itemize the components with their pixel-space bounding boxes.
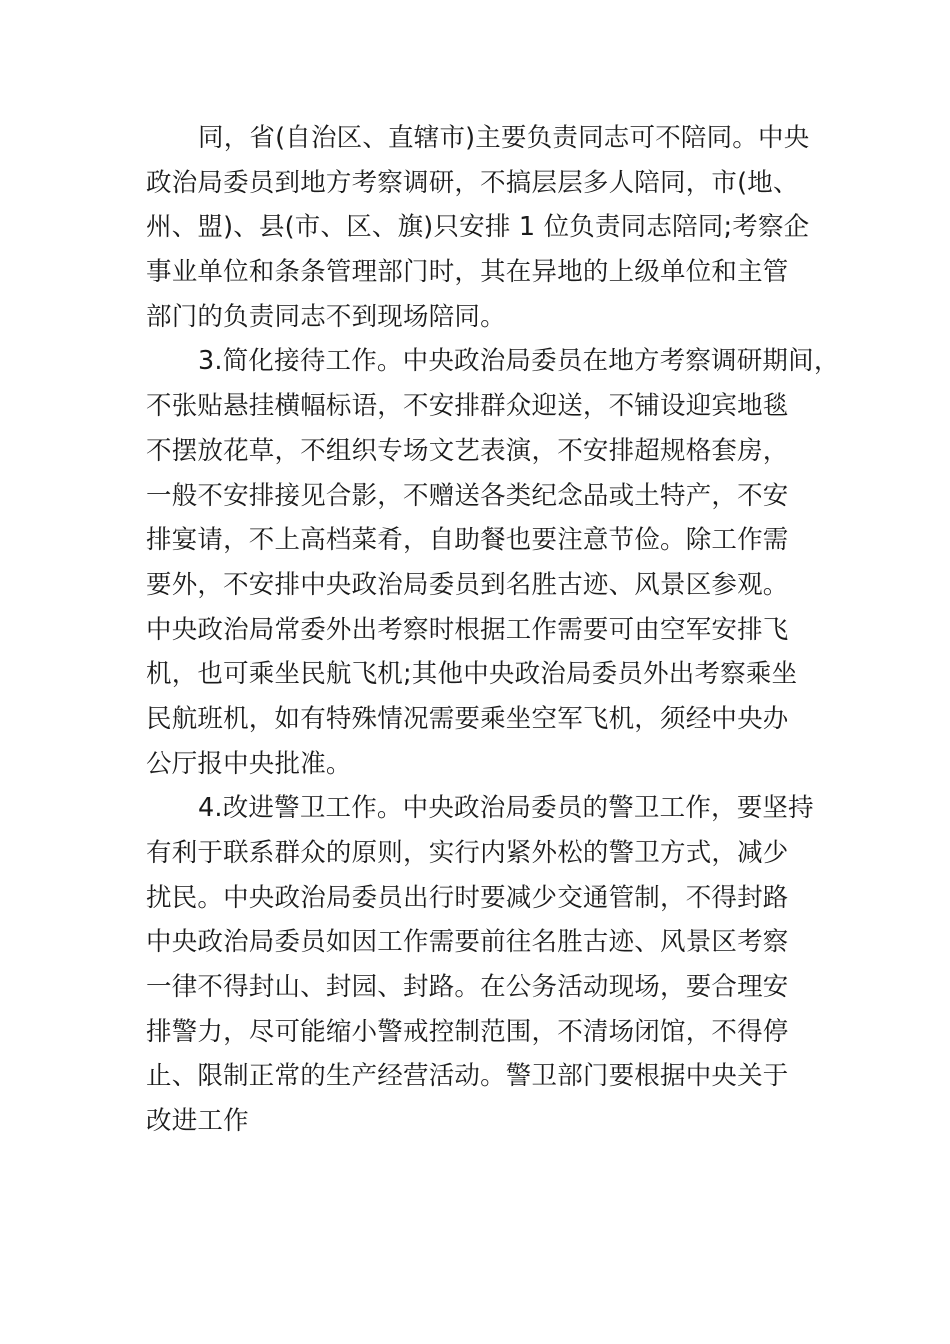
text-line: 排警力，尽可能缩小警戒控制范围，不清场闭馆，不得停 xyxy=(146,1016,789,1047)
text-line: 改进工作 xyxy=(146,1106,249,1137)
text-line: 事业单位和条条管理部门时，其在异地的上级单位和主管 xyxy=(146,257,789,288)
text-line: 不摆放花草，不组织专场文艺表演，不安排超规格套房， xyxy=(146,435,789,466)
section-heading-line: 3.简化接待工作。中央政治局委员在地方考察调研期间， xyxy=(198,346,840,377)
text-line: 民航班机，如有特殊情况需要乘坐空军飞机，须经中央办 xyxy=(146,703,789,734)
text-line: 不张贴悬挂横幅标语，不安排群众迎送，不铺设迎宾地毯 xyxy=(146,391,789,422)
section-heading-line: 4.改进警卫工作。中央政治局委员的警卫工作，要坚持 xyxy=(198,793,814,824)
text-line: 政治局委员到地方考察调研，不搞层层多人陪同，市(地、 xyxy=(146,167,799,198)
text-line: 扰民。中央政治局委员出行时要减少交通管制，不得封路 xyxy=(146,882,789,913)
text-line: 部门的负责同志不到现场陪同。 xyxy=(146,301,506,332)
document-body xyxy=(146,116,840,1144)
text-line: 机，也可乘坐民航飞机;其他中央政治局委员外出考察乘坐 xyxy=(146,659,798,690)
text-line: 州、盟)、县(市、区、旗)只安排 1 位负责同志陪同;考察企 xyxy=(146,212,810,243)
text-line: 公厅报中央批准。 xyxy=(146,748,352,779)
text-line: 中央政治局常委外出考察时根据工作需要可由空军安排飞 xyxy=(146,614,789,645)
text-line: 一般不安排接见合影，不赠送各类纪念品或土特产，不安 xyxy=(146,480,789,511)
text-line: 一律不得封山、封园、封路。在公务活动现场，要合理安 xyxy=(146,972,789,1003)
text-line: 同，省(自治区、直辖市)主要负责同志可不陪同。中央 xyxy=(198,123,810,153)
text-line: 要外，不安排中央政治局委员到名胜古迹、风景区参观。 xyxy=(146,569,789,600)
text-line: 有利于联系群众的原则，实行内紧外松的警卫方式，减少 xyxy=(146,838,789,868)
text-line: 排宴请，不上高档菜肴，自助餐也要注意节俭。除工作需 xyxy=(146,525,789,556)
text-line: 止、限制正常的生产经营活动。警卫部门要根据中央关于 xyxy=(146,1061,789,1092)
text-line: 中央政治局委员如因工作需要前往名胜古迹、风景区考察 xyxy=(146,927,789,958)
